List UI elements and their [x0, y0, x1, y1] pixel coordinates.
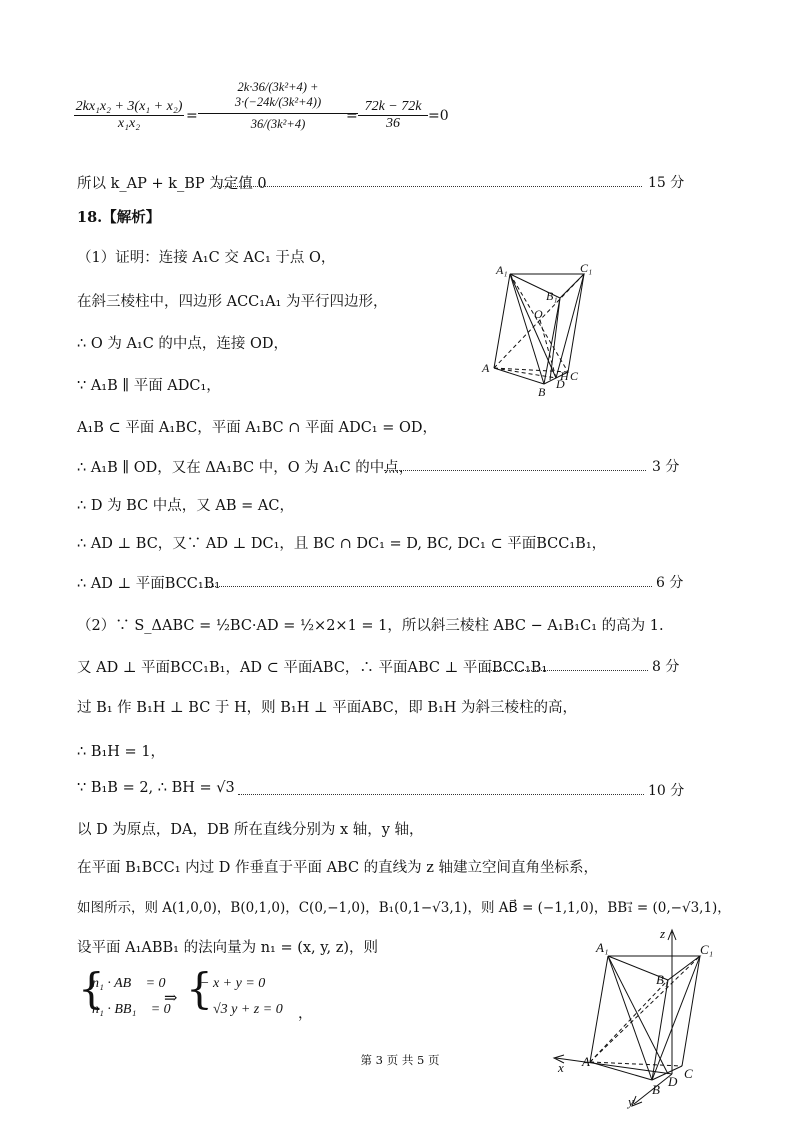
fig2-label-c: C [684, 1066, 693, 1081]
dot-leader [206, 586, 652, 587]
sys-left-1: n₁ · AB⃗ = 0 [92, 976, 166, 991]
implies-arrow: ⇒ [164, 988, 178, 1007]
fig2-label-a1: A₁ [596, 940, 609, 955]
p2-line-9: 设平面 A₁ABB₁ 的法向量为 n₁ = (x, y, z)，则 [77, 940, 379, 956]
mid-numerator: 2k·36/(3k²+4) + 3·(−24k/(3k²+4)) [234, 80, 322, 109]
p1-line-4: ∵ A₁B ∥ 平面 ADC₁， [77, 378, 221, 394]
conclusion-line: 所以 k_AP + k_BP 为定值 0 [77, 176, 267, 192]
dot-leader [214, 186, 642, 187]
p1-line-9: ∴ AD ⊥ 平面BCC₁B₁ [77, 576, 221, 592]
page-footer: 第 3 页 共 5 页 [360, 1053, 440, 1067]
prism-figure-2 [548, 922, 728, 1108]
fig2-label-x: x [558, 1060, 564, 1075]
sys-left-2: n₁ · BB₁⃗ = 0 [92, 1002, 171, 1017]
fig1-label-a1: A₁ [496, 263, 508, 277]
rhs-numerator: 72k − 72k [364, 99, 422, 114]
p2-line-1: （2）∵ S_ΔABC = ½BC·AD = ½×2×1 = 1，所以斜三棱柱 ABC − A₁B₁C₁ 的高为 1. [77, 618, 664, 634]
score-15: 15 分 [648, 175, 685, 191]
score-10: 10 分 [648, 783, 685, 799]
prism-figure-1 [480, 261, 593, 402]
p2-line-7: 在平面 B₁BCC₁ 内过 D 作垂直于平面 ABC 的直线为 z 轴建立空间直角坐标系， [77, 860, 599, 876]
p1-line-2: 在斜三棱柱中，四边形 ACC₁A₁ 为平行四边形， [77, 294, 388, 310]
fig1-label-b: B [538, 385, 546, 399]
q18-header: 18.【解析】 [77, 209, 161, 226]
rhs-denominator: 36 [358, 115, 428, 132]
p2-line-5: ∵ B₁B = 2, ∴ BH = √3 [77, 780, 235, 796]
dot-leader [384, 470, 646, 471]
score-6: 6 分 [656, 575, 684, 591]
p2-line-4: ∴ B₁H = 1， [77, 744, 166, 760]
lhs-denominator: x₁x₂ [74, 115, 184, 132]
dot-leader [238, 794, 644, 795]
fig1-label-h: H [560, 369, 569, 383]
result: =0 [428, 108, 449, 124]
score-3: 3 分 [652, 459, 680, 475]
p2-line-3: 过 B₁ 作 B₁H ⊥ BC 于 H，则 B₁H ⊥ 平面ABC，即 B₁H 为斜三棱柱的高， [77, 700, 578, 716]
score-8: 8 分 [652, 659, 680, 675]
p1-line-3: ∴ O 为 A₁C 的中点，连接 OD， [77, 336, 289, 352]
p1-line-1: （1）证明：连接 A₁C 交 AC₁ 于点 O， [77, 250, 336, 266]
mid-denominator: 36/(3k²+4) [198, 113, 358, 132]
sys-right-2: − √3 y + z = 0 [200, 1002, 283, 1017]
p2-line-6: 以 D 为原点，DA，DB 所在直线分别为 x 轴，y 轴， [77, 822, 424, 838]
fig2-label-c1: C₁ [700, 942, 714, 957]
p1-line-8: ∴ AD ⊥ BC，又∵ AD ⊥ DC₁，且 BC ∩ DC₁ = D, BC, DC₁ ⊂ 平面BCC₁B₁， [77, 536, 607, 552]
p1-line-6: ∴ A₁B ∥ OD，又在 ΔA₁BC 中，O 为 A₁C 的中点， [77, 460, 414, 476]
p2-line-2: 又 AD ⊥ 平面BCC₁B₁，AD ⊂ 平面ABC，∴ 平面ABC ⊥ 平面BCC₁B₁ [77, 660, 548, 676]
fig2-label-y: y [628, 1094, 634, 1109]
p1-line-7: ∴ D 为 BC 中点，又 AB = AC， [77, 498, 294, 514]
sys-right-1: − x + y = 0 [200, 976, 266, 991]
fig1-label-c1: C₁ [580, 261, 593, 275]
fig1-label-o: O [534, 307, 543, 321]
fig2-label-b: B [652, 1082, 660, 1097]
fig1-label-d: D [556, 377, 565, 391]
p2-line-8: 如图所示，则 A(1,0,0)，B(0,1,0)，C(0,−1,0)，B₁(0,1−√3,1)，则 AB⃗ = (−1,1,0)，BB₁⃗ = (0,−√3,1)， [77, 900, 731, 916]
lhs-numerator: 2kx₁x₂ + 3(x₁ + x₂) [75, 99, 183, 114]
fig2-label-d: D [668, 1074, 678, 1089]
fig1-label-b1: B₁ [546, 289, 558, 303]
dot-leader [488, 670, 648, 671]
fig1-label-c: C [570, 369, 579, 383]
fig2-label-a: A [582, 1054, 590, 1069]
fig1-label-a: A [482, 361, 490, 375]
p1-line-5: A₁B ⊂ 平面 A₁BC，平面 A₁BC ∩ 平面 ADC₁ = OD， [77, 420, 437, 436]
fig2-label-b1: B₁ [656, 972, 669, 987]
fig2-label-z: z [660, 926, 666, 941]
